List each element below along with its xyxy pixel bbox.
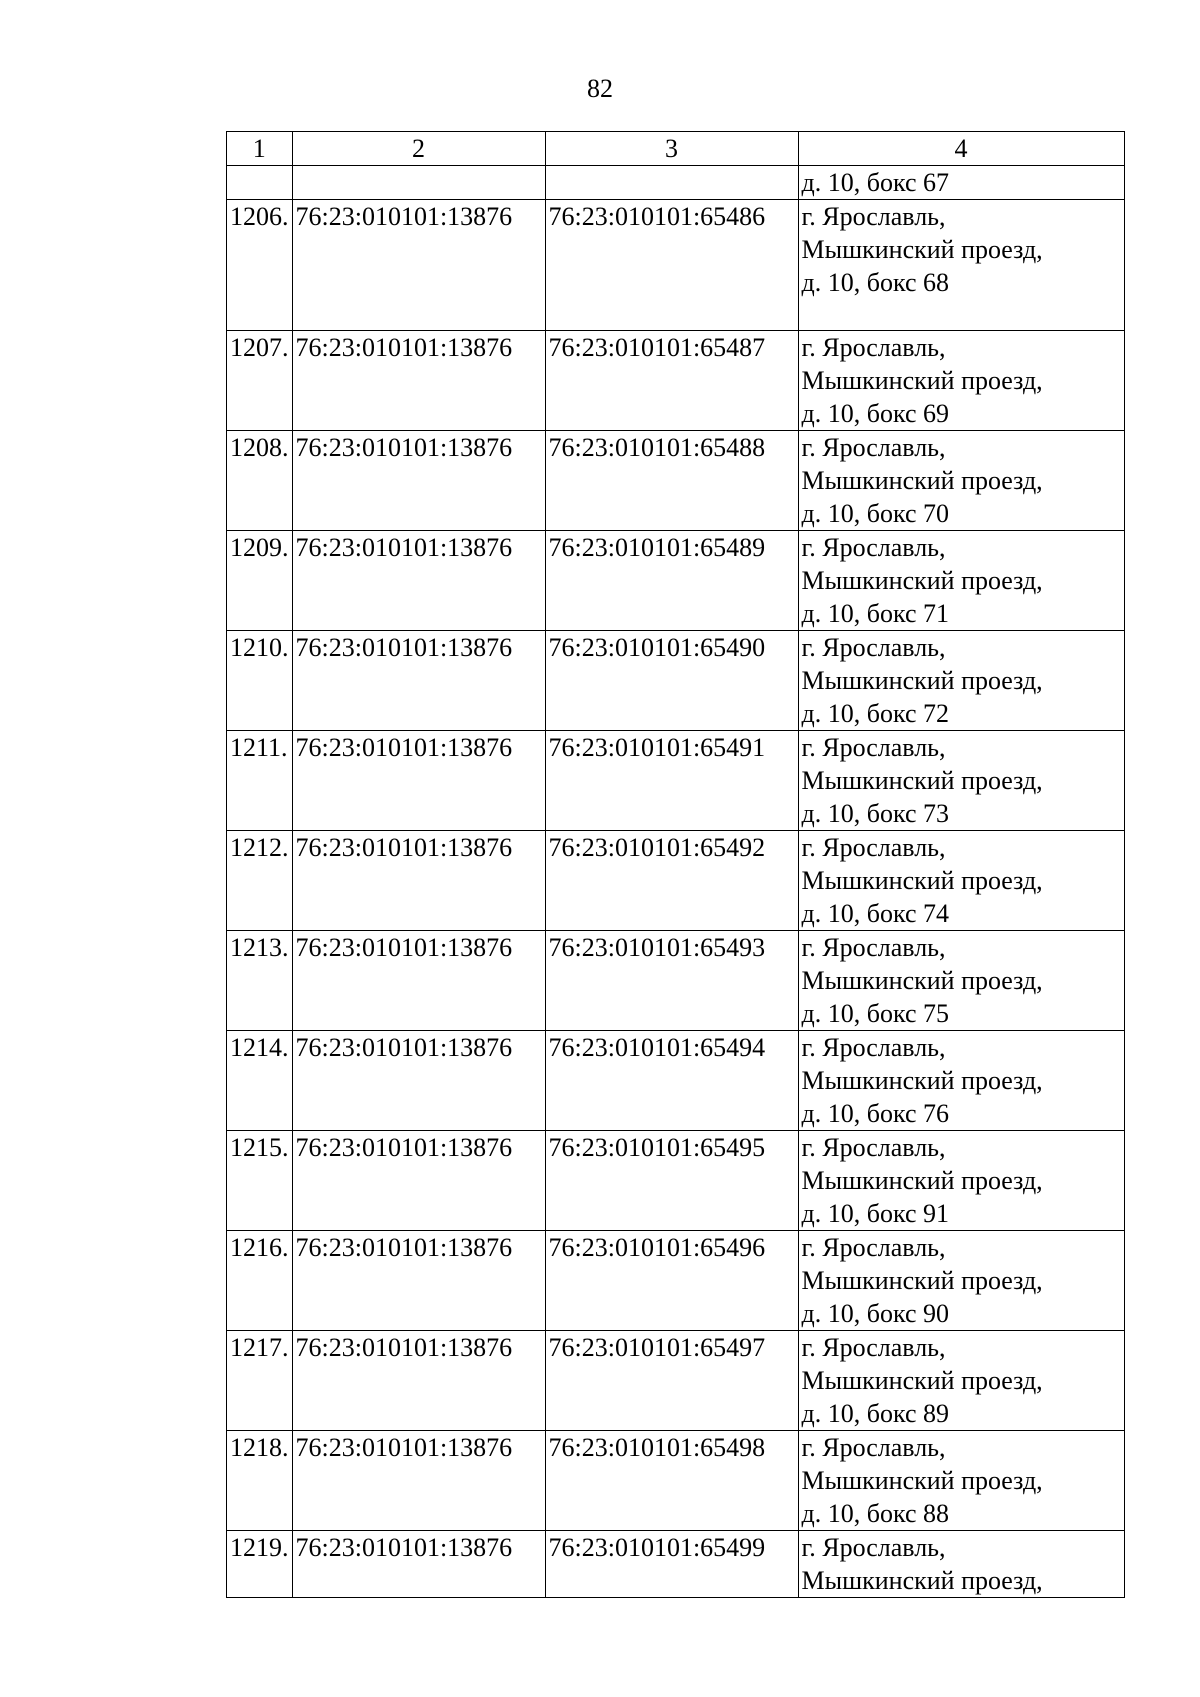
address-line: д. 10, бокс 76	[801, 1099, 949, 1128]
cadastral-number-parcel: 76:23:010101:13876	[292, 1431, 545, 1531]
cadastral-number-parcel	[292, 166, 545, 200]
address-line: д. 10, бокс 71	[801, 599, 949, 628]
address-line: г. Ярославль,	[801, 1133, 946, 1162]
table-header-row	[227, 132, 1125, 166]
cadastral-number-object: 76:23:010101:65496	[545, 1231, 798, 1331]
address-line: Мышкинский проезд,	[801, 235, 1043, 264]
cadastral-number-parcel: 76:23:010101:13876	[292, 731, 545, 831]
row-number: 1211.	[227, 731, 293, 831]
address-cell	[798, 1531, 1124, 1598]
row-number: 1212.	[227, 831, 293, 931]
address-line: г. Ярославль,	[801, 733, 946, 762]
address-cell	[798, 1431, 1124, 1531]
table-row	[227, 200, 1125, 331]
table-row	[227, 1131, 1125, 1231]
address-line: Мышкинский проезд,	[801, 1266, 1043, 1295]
row-number: 1206.	[227, 200, 293, 331]
address-line: д. 10, бокс 67	[801, 168, 949, 197]
address-cell	[798, 531, 1124, 631]
table-row	[227, 1331, 1125, 1431]
cadastral-number-object: 76:23:010101:65499	[545, 1531, 798, 1598]
address-cell	[798, 1331, 1124, 1431]
address-line: г. Ярославль,	[801, 633, 946, 662]
address-line: д. 10, бокс 73	[801, 799, 949, 828]
table-row	[227, 331, 1125, 431]
address-cell	[798, 631, 1124, 731]
address-line: Мышкинский проезд,	[801, 366, 1043, 395]
cadastral-number-parcel: 76:23:010101:13876	[292, 631, 545, 731]
address-line: Мышкинский проезд,	[801, 666, 1043, 695]
address-cell	[798, 331, 1124, 431]
cadastral-number-object: 76:23:010101:65491	[545, 731, 798, 831]
address-line: г. Ярославль,	[801, 333, 946, 362]
cadastral-number-parcel: 76:23:010101:13876	[292, 200, 545, 331]
table-row	[227, 1231, 1125, 1331]
cadastral-number-object	[545, 166, 798, 200]
cadastral-number-parcel: 76:23:010101:13876	[292, 831, 545, 931]
address-cell	[798, 166, 1124, 200]
address-line: Мышкинский проезд,	[801, 566, 1043, 595]
row-number: 1213.	[227, 931, 293, 1031]
cadastral-number-object: 76:23:010101:65494	[545, 1031, 798, 1131]
address-cell	[798, 200, 1124, 331]
cadastral-number-parcel: 76:23:010101:13876	[292, 1331, 545, 1431]
cadastral-number-object: 76:23:010101:65490	[545, 631, 798, 731]
address-line: Мышкинский проезд,	[801, 1166, 1043, 1195]
row-number: 1219.	[227, 1531, 293, 1598]
address-cell	[798, 1031, 1124, 1131]
column-header: 4	[798, 132, 1124, 166]
cadastral-number-object: 76:23:010101:65488	[545, 431, 798, 531]
address-line: г. Ярославль,	[801, 1533, 946, 1562]
row-number: 1208.	[227, 431, 293, 531]
cadastral-number-parcel: 76:23:010101:13876	[292, 531, 545, 631]
table-row	[227, 831, 1125, 931]
address-line: Мышкинский проезд,	[801, 766, 1043, 795]
address-cell	[798, 831, 1124, 931]
address-line: г. Ярославль,	[801, 933, 946, 962]
address-line: д. 10, бокс 89	[801, 1399, 949, 1428]
register-table	[226, 131, 1125, 1598]
row-number: 1207.	[227, 331, 293, 431]
address-line: г. Ярославль,	[801, 433, 946, 462]
address-line: д. 10, бокс 69	[801, 399, 949, 428]
address-line: Мышкинский проезд,	[801, 1366, 1043, 1395]
cadastral-number-parcel: 76:23:010101:13876	[292, 1031, 545, 1131]
address-line: д. 10, бокс 88	[801, 1499, 949, 1528]
address-line: г. Ярославль,	[801, 833, 946, 862]
address-cell	[798, 1231, 1124, 1331]
cadastral-number-parcel: 76:23:010101:13876	[292, 1531, 545, 1598]
address-line: Мышкинский проезд,	[801, 1566, 1043, 1595]
row-number: 1216.	[227, 1231, 293, 1331]
address-line: Мышкинский проезд,	[801, 966, 1043, 995]
cadastral-number-object: 76:23:010101:65498	[545, 1431, 798, 1531]
address-line: Мышкинский проезд,	[801, 1466, 1043, 1495]
page-number: 82	[587, 74, 613, 103]
address-line: д. 10, бокс 91	[801, 1199, 949, 1228]
row-number	[227, 166, 293, 200]
cadastral-number-parcel: 76:23:010101:13876	[292, 1131, 545, 1231]
address-line: г. Ярославль,	[801, 202, 946, 231]
column-header: 2	[292, 132, 545, 166]
address-cell	[798, 931, 1124, 1031]
row-number: 1217.	[227, 1331, 293, 1431]
table-row	[227, 531, 1125, 631]
cadastral-number-object: 76:23:010101:65489	[545, 531, 798, 631]
cadastral-number-object: 76:23:010101:65492	[545, 831, 798, 931]
table-row	[227, 1431, 1125, 1531]
address-line: д. 10, бокс 68	[801, 268, 949, 297]
table-row	[227, 931, 1125, 1031]
column-header: 3	[545, 132, 798, 166]
address-line: г. Ярославль,	[801, 1033, 946, 1062]
address-line: д. 10, бокс 75	[801, 999, 949, 1028]
row-number: 1215.	[227, 1131, 293, 1231]
cadastral-number-parcel: 76:23:010101:13876	[292, 431, 545, 531]
address-line: г. Ярославль,	[801, 1433, 946, 1462]
cadastral-number-object: 76:23:010101:65486	[545, 200, 798, 331]
row-number: 1210.	[227, 631, 293, 731]
address-line: д. 10, бокс 70	[801, 499, 949, 528]
table-body	[227, 132, 1125, 1598]
cadastral-number-parcel: 76:23:010101:13876	[292, 1231, 545, 1331]
table-row	[227, 731, 1125, 831]
row-number: 1214.	[227, 1031, 293, 1131]
address-line: г. Ярославль,	[801, 1233, 946, 1262]
table-row	[227, 1031, 1125, 1131]
table-row	[227, 1531, 1125, 1598]
cadastral-number-object: 76:23:010101:65495	[545, 1131, 798, 1231]
row-number: 1218.	[227, 1431, 293, 1531]
address-line: Мышкинский проезд,	[801, 866, 1043, 895]
address-line: Мышкинский проезд,	[801, 466, 1043, 495]
address-line: г. Ярославль,	[801, 1333, 946, 1362]
address-cell	[798, 431, 1124, 531]
address-cell	[798, 1131, 1124, 1231]
address-cell	[798, 731, 1124, 831]
cadastral-number-parcel: 76:23:010101:13876	[292, 331, 545, 431]
address-line: г. Ярославль,	[801, 533, 946, 562]
cadastral-number-object: 76:23:010101:65487	[545, 331, 798, 431]
column-header: 1	[227, 132, 293, 166]
address-line: д. 10, бокс 90	[801, 1299, 949, 1328]
table-row	[227, 631, 1125, 731]
table-row	[227, 431, 1125, 531]
address-line: д. 10, бокс 72	[801, 699, 949, 728]
row-number: 1209.	[227, 531, 293, 631]
continued-row	[227, 166, 1125, 200]
address-line: д. 10, бокс 74	[801, 899, 949, 928]
cadastral-number-object: 76:23:010101:65497	[545, 1331, 798, 1431]
cadastral-number-parcel: 76:23:010101:13876	[292, 931, 545, 1031]
cadastral-number-object: 76:23:010101:65493	[545, 931, 798, 1031]
address-line: Мышкинский проезд,	[801, 1066, 1043, 1095]
